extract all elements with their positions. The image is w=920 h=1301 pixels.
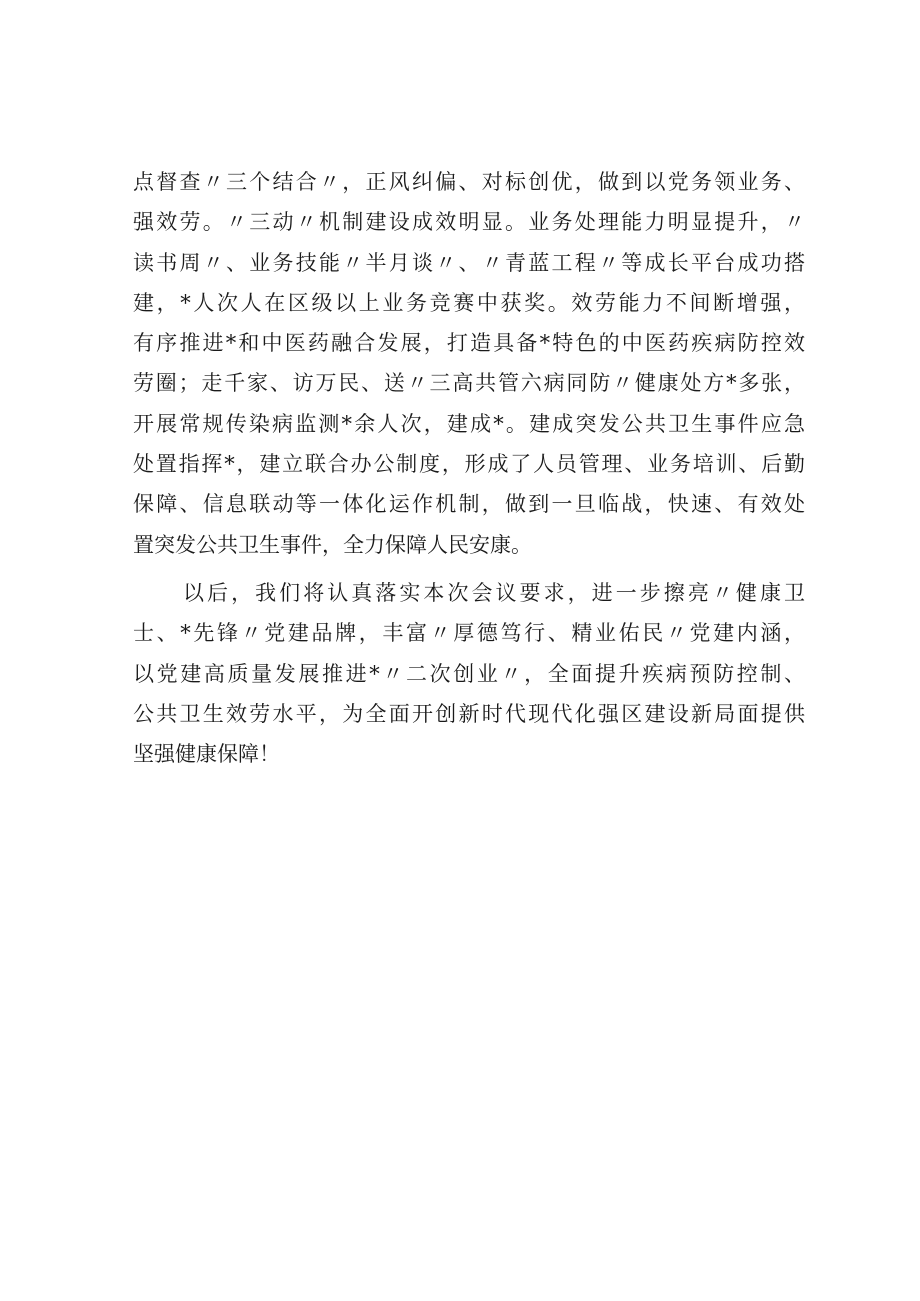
paragraph-line: 建，*人次人在区级以上业务竞赛中获奖。效劳能力不间断增强， — [133, 290, 805, 315]
paragraph-line: 士、*先锋〃党建品牌，丰富〃厚德笃行、精业佑民〃党建内涵， — [133, 621, 805, 646]
paragraph-line: 以党建高质量发展推进*〃二次创业〃，全面提升疾病预防控制、 — [133, 661, 805, 686]
paragraph-2 — [133, 573, 805, 774]
paragraph-line: 开展常规传染病监测*余人次，建成*。建成突发公共卫生事件应急 — [133, 411, 805, 436]
document-body — [133, 162, 805, 774]
paragraph-line: 保障、信息联动等一体化运作机制，做到一旦临战，快速、有效处 — [133, 492, 805, 517]
paragraph-line: 点督查〃三个结合〃，正风纠偏、对标创优，做到以党务领业务、 — [133, 170, 805, 194]
paragraph-line: 以后，我们将认真落实本次会议要求，进一步擦亮〃健康卫 — [183, 580, 805, 605]
paragraph-line: 公共卫生效劳水平，为全面开创新时代现代化强区建设新局面提供 — [133, 701, 805, 726]
paragraph-1 — [133, 162, 805, 565]
paragraph-line: 强效劳。〃三动〃机制建设成效明显。业务处理能力明显提升，〃 — [133, 210, 805, 235]
paragraph-line: 处置指挥*，建立联合办公制度，形成了人员管理、业务培训、后勤 — [133, 452, 805, 477]
paragraph-line: 坚强健康保障！ — [133, 742, 280, 767]
paragraph-line: 置突发公共卫生事件，全力保障人民安康。 — [133, 532, 532, 557]
paragraph-spacer — [133, 565, 805, 573]
paragraph-line: 劳圈；走千家、访万民、送〃三高共管六病同防〃健康处方*多张， — [133, 371, 805, 396]
paragraph-line: 读书周〃、业务技能〃半月谈〃、〃青蓝工程〃等成长平台成功搭 — [133, 250, 805, 275]
paragraph-line: 有序推进*和中医药融合发展，打造具备*特色的中医药疾病防控效 — [133, 331, 805, 356]
